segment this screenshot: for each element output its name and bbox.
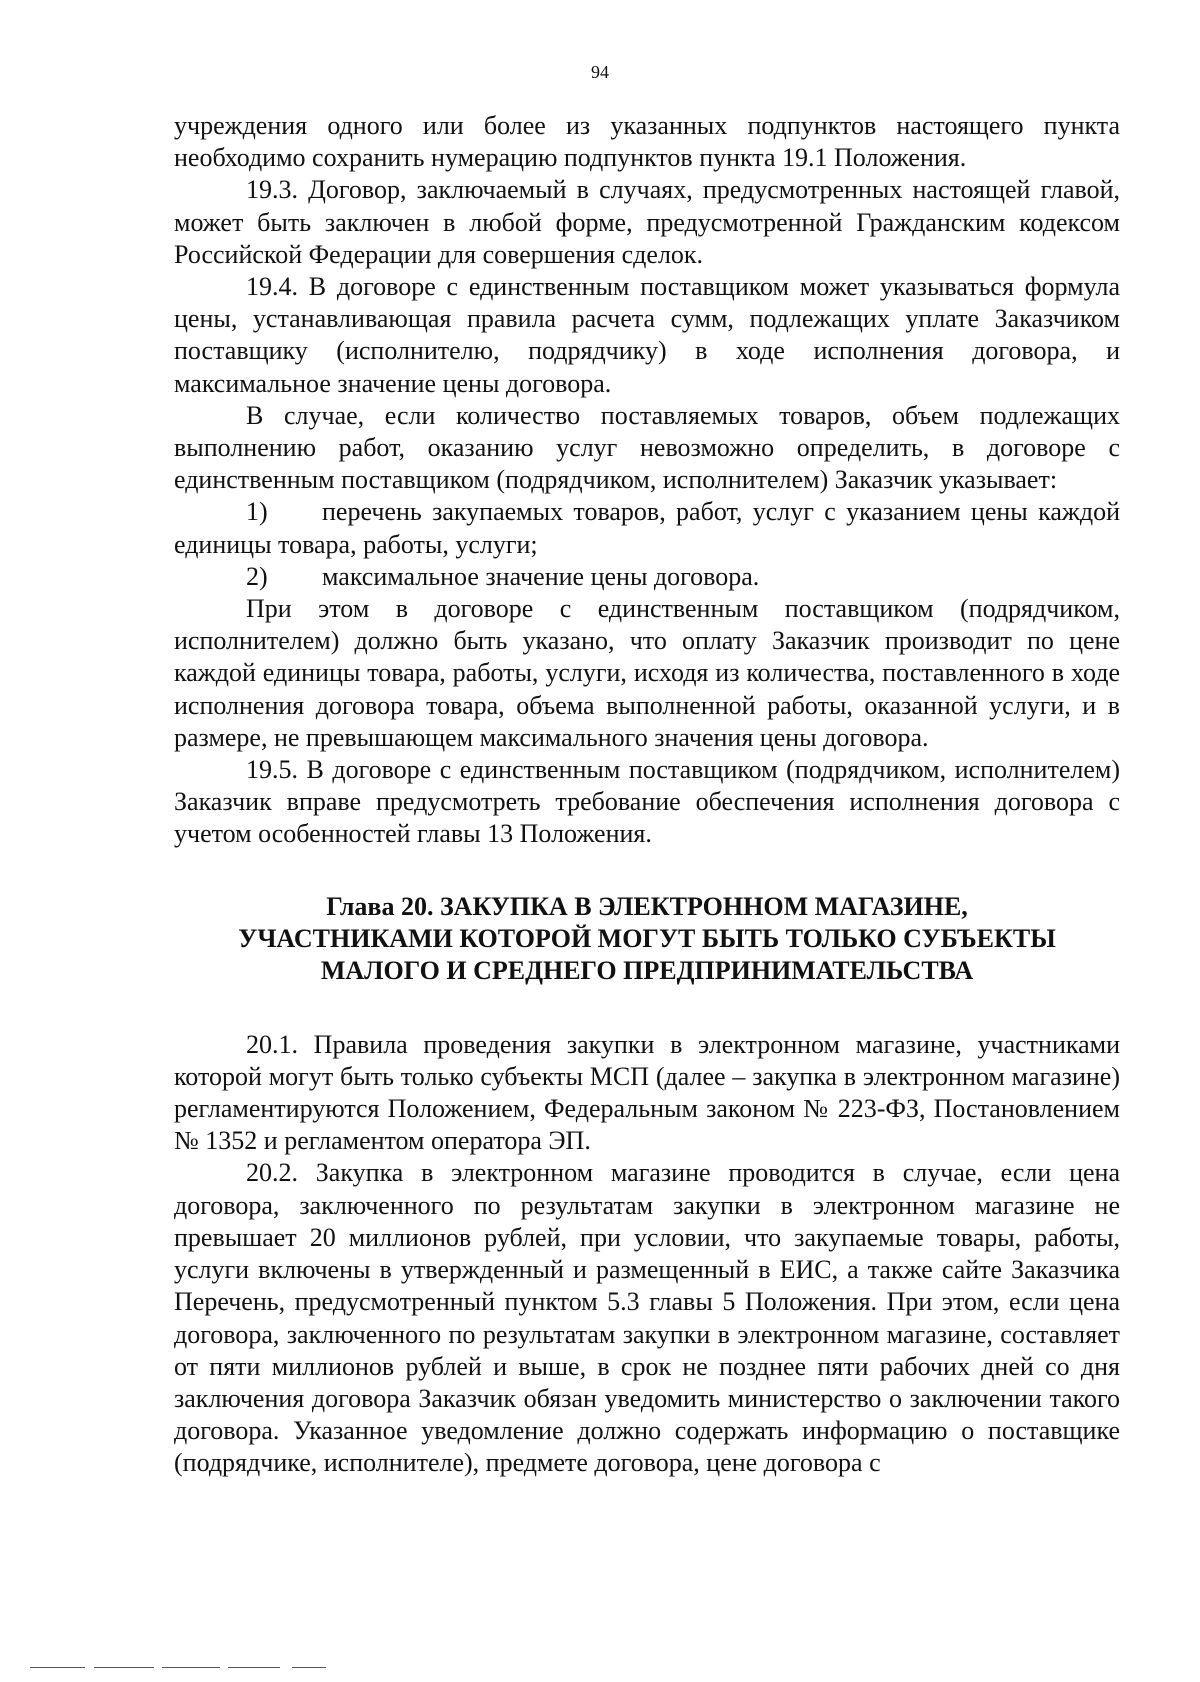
chapter-heading-line: Глава 20. ЗАКУПКА В ЭЛЕКТРОННОМ МАГАЗИНЕ, [326, 891, 968, 921]
chapter-heading [174, 891, 1120, 987]
paragraph-payment: При этом в договоре с единственным поставщиком (подрядчиком, исполнителем) должно быть указано, что оплату Заказчик производит по цене каждой единицы товара, работы, услуги, исходя из количества, поставленного в ходе исполнения договора товара, объема выполненной работы, оказанной услуги, и в размере, не превышающем максимального значения цены договора. [174, 594, 1120, 752]
paragraph-quantity-case: В случае, если количество поставляемых товаров, объем подлежащих выполнению работ, оказанию услуг невозможно определить, в договоре с единственным поставщиком (подрядчиком, исполнителем) Заказчик указывает: [174, 400, 1120, 495]
chapter-heading-line: МАЛОГО И СРЕДНЕГО ПРЕДПРИНИМАТЕЛЬСТВА [320, 955, 974, 985]
paragraph-19-5: 19.5. В договоре с единственным поставщиком (подрядчиком, исполнителем) Заказчик вправе предусмотреть требование обеспечения исполнения договора с учетом особенностей главы 13 Положения. [174, 755, 1120, 849]
document-body [174, 110, 1120, 1480]
list-item-text: перечень закупаемых товаров, работ, услуг с указанием цены каждой единицы товара, работы, услуги; [174, 497, 1120, 559]
paragraph-continuation: учреждения одного или более из указанных подпунктов настоящего пункта необходимо сохранить нумерацию подпунктов пункта 19.1 Положения. [174, 111, 1120, 173]
paragraph-19-3: 19.3. Договор, заключаемый в случаях, предусмотренных настоящей главой, может быть заключен в любой форме, предусмотренной Гражданским кодексом Российской Федерации для совершения сделок. [174, 175, 1120, 269]
paragraph-19-4: 19.4. В договоре с единственным поставщиком может указываться формула цены, устанавливающая правила расчета сумм, подлежащих уплате Заказчиком поставщику (исполнителю, подрядчику) в ходе исполнения договора, и максимальное значение цены договора. [174, 272, 1120, 398]
footer-scan-marks [30, 1667, 330, 1669]
list-item-text: максимальное значение цены договора. [322, 561, 760, 591]
chapter-heading-line: УЧАСТНИКАМИ КОТОРОЙ МОГУТ БЫТЬ ТОЛЬКО СУБЪЕКТЫ [238, 923, 1056, 953]
list-item [174, 496, 1120, 560]
paragraph-20-1: 20.1. Правила проведения закупки в электронном магазине, участниками которой могут быть только субъекты МСП (далее – закупка в электронном магазине) регламентируются Положением, Федеральным законом № 223-ФЗ, Постановлением № 1352 и регламентом оператора ЭП. [174, 1029, 1120, 1156]
list-item [174, 561, 1120, 593]
list-item-number: 2) [246, 561, 268, 591]
paragraph-20-2: 20.2. Закупка в электронном магазине проводится в случае, если цена договора, заключенного по результатам закупки в электронном магазине не превышает 20 миллионов рублей, при условии, что закупаемые товары, работы, услуги включены в утвержденный и размещенный в ЕИС, а также сайте Заказчика Перечень, предусмотренный пунктом 5.3 главы 5 Положения. При этом, если цена договора, заключенного по результатам закупки в электронном магазине, составляет от пяти миллионов рублей и выше, в срок не позднее пяти рабочих дней со дня заключения договора Заказчик обязан уведомить министерство о заключении такого договора. Указанное уведомление должно содержать информацию о поставщике (подрядчике, исполнителе), предмете договора, цене договора с [174, 1158, 1120, 1478]
list-item-number: 1) [246, 497, 268, 527]
page-number: 94 [591, 62, 609, 82]
